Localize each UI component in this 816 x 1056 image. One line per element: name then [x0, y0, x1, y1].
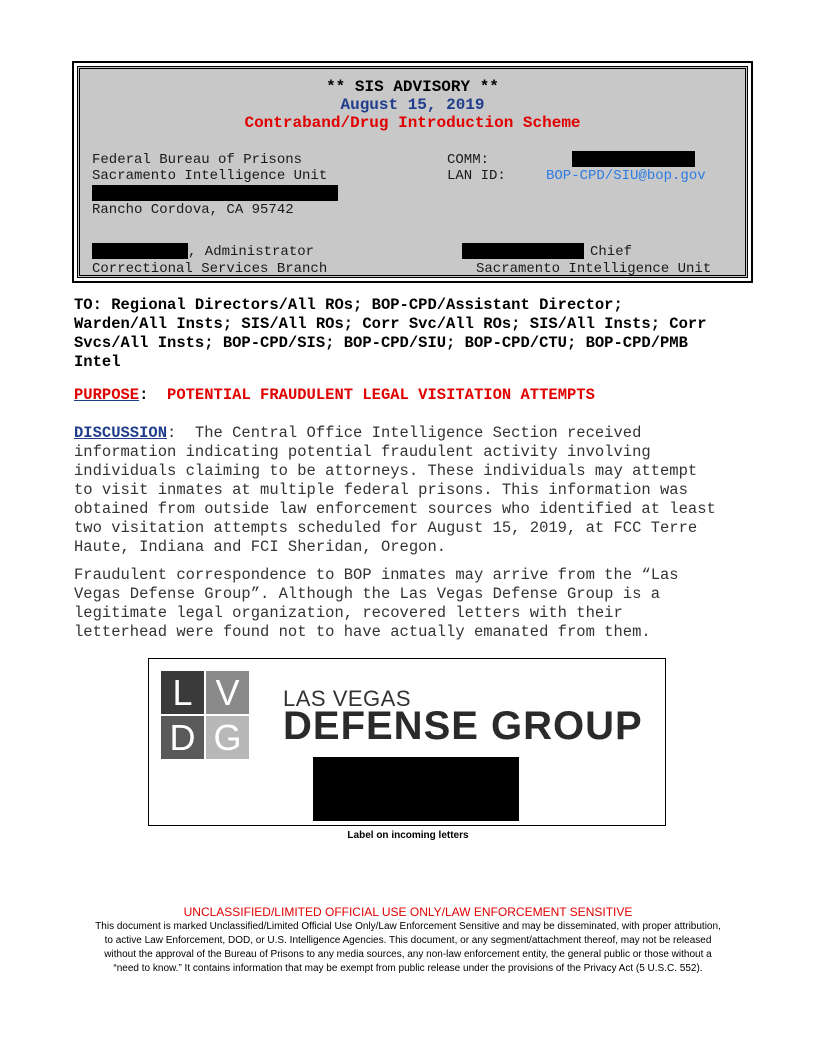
- logo-small-text: LAS VEGAS: [283, 686, 412, 711]
- recipients-line: TO: Regional Directors/All ROs; BOP-CPD/Assistant Director;: [74, 296, 623, 314]
- advisory-title: ** SIS ADVISORY **: [326, 78, 499, 96]
- footer-line: “need to know.” It contains information that may be exempt from public release under the provisions of the Privacy Act (5 U.S.C. 552).: [113, 963, 703, 974]
- discussion-label: DISCUSSION: [74, 424, 168, 442]
- purpose-label: PURPOSE: [74, 386, 140, 404]
- image-caption: Label on incoming letters: [347, 830, 469, 841]
- discussion-line: two visitation attempts scheduled for August 15, 2019, at FCC Terre: [74, 519, 698, 537]
- footer-line: without the approval of the Bureau of Prisons to any media sources, any non-law enforcement entity, the general public or those without a: [104, 949, 712, 960]
- discussion-line: information indicating potential fraudulent activity involving: [74, 443, 651, 461]
- purpose-text: POTENTIAL FRAUDULENT LEGAL VISITATION ATTEMPTS: [167, 386, 595, 404]
- recipients-block: [74, 296, 754, 372]
- redaction-address: [92, 185, 338, 201]
- discussion-line: to visit inmates at multiple federal prisons. This information was: [74, 481, 688, 499]
- left-signature-unit: Correctional Services Branch: [92, 261, 328, 277]
- correspondence-paragraph: [74, 566, 754, 642]
- footer-classification: UNCLASSIFIED/LIMITED OFFICIAL USE ONLY/LAW ENFORCEMENT SENSITIVE: [183, 905, 633, 919]
- logo-letter-d: D: [161, 716, 204, 759]
- logo-letter-l: L: [161, 671, 204, 714]
- org-address: Rancho Cordova, CA 95742: [92, 202, 294, 218]
- recipients-line: Svcs/All Insts; BOP-CPD/SIS; BOP-CPD/SIU; BOP-CPD/CTU; BOP-CPD/PMB: [74, 334, 688, 352]
- discussion-line: Haute, Indiana and FCI Sheridan, Oregon.: [74, 538, 447, 556]
- recipients-line: Warden/All Insts; SIS/All ROs; Corr Svc/All ROs; SIS/All Insts; Corr: [74, 315, 707, 333]
- footer-line: to active Law Enforcement, DOD, or U.S. Intelligence Agencies. This document, or any segment/attachment thereof, may not be released: [104, 935, 712, 946]
- paragraph-line: Vegas Defense Group”. Although the Las Vegas Defense Group is a: [74, 585, 660, 603]
- footer-notice: [20, 920, 796, 976]
- redaction-logo-address: [313, 757, 519, 821]
- comm-label: COMM:: [447, 152, 490, 168]
- advisory-subject: Contraband/Drug Introduction Scheme: [244, 114, 581, 132]
- logo-letter-g: G: [206, 716, 249, 759]
- discussion-line: individuals claiming to be attorneys. These individuals may attempt: [74, 462, 698, 480]
- advisory-header-panel: [77, 66, 748, 278]
- paragraph-line: letterhead were found not to have actually emanated from them.: [74, 623, 651, 641]
- footer-line: This document is marked Unclassified/Limited Official Use Only/Law Enforcement Sensitive and may be disseminated, with proper attribution,: [95, 921, 721, 932]
- lan-email-link[interactable]: BOP-CPD/SIU@bop.gov: [546, 168, 706, 184]
- discussion-paragraph: [74, 424, 754, 557]
- logo-big-text: DEFENSE GROUP: [283, 704, 643, 748]
- purpose-separator: :: [139, 386, 168, 404]
- right-signature-title: Chief: [590, 244, 633, 260]
- discussion-line: obtained from outside law enforcement sources who identified at least: [74, 500, 716, 518]
- recipients-line: Intel: [74, 353, 121, 371]
- redaction-chief-name: [462, 243, 584, 259]
- redaction-admin-name: [92, 243, 188, 259]
- advisory-header-box: [72, 61, 753, 283]
- discussion-first-text: : The Central Office Intelligence Section received: [167, 424, 642, 442]
- lan-label: LAN ID:: [447, 168, 506, 184]
- left-signature-title: , Administrator: [188, 244, 315, 260]
- org-name: Federal Bureau of Prisons: [92, 152, 303, 168]
- right-signature-unit: Sacramento Intelligence Unit: [476, 261, 712, 277]
- advisory-date: August 15, 2019: [340, 96, 485, 114]
- paragraph-line: legitimate legal organization, recovered letters with their: [74, 604, 623, 622]
- logo-letter-v: V: [206, 671, 249, 714]
- redaction-comm: [572, 151, 695, 167]
- purpose-line: [74, 386, 595, 405]
- discussion-first-line: [74, 424, 754, 443]
- org-unit: Sacramento Intelligence Unit: [92, 168, 328, 184]
- letterhead-image: [148, 658, 666, 826]
- paragraph-line: Fraudulent correspondence to BOP inmates may arrive from the “Las: [74, 566, 679, 584]
